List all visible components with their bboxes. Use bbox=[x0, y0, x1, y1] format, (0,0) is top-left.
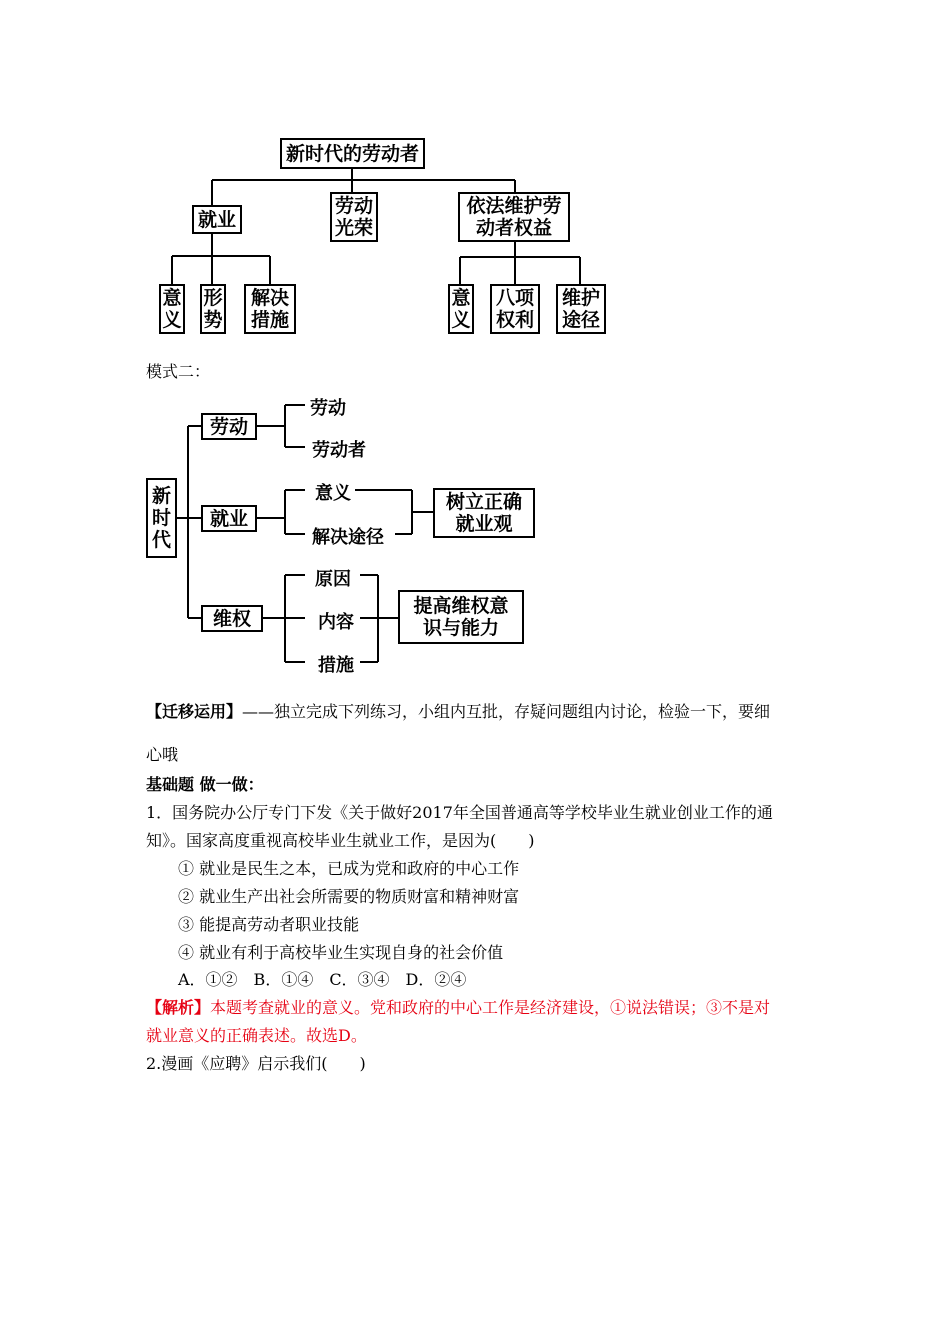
diagram1-employment: 就业 bbox=[192, 205, 242, 234]
diagram2-labor: 劳动 bbox=[201, 413, 257, 440]
q1-option-1: ① 就业是民生之本，已成为党和政府的中心工作 bbox=[178, 859, 520, 878]
diagram2-employment-result: 树立正确就业观 bbox=[433, 488, 535, 538]
diagram2-rights: 维权 bbox=[201, 605, 263, 632]
diagram2-employment-item-2: 解决途径 bbox=[312, 527, 384, 548]
q1-analysis-line-2: 就业意义的正确表述。故选D。 bbox=[146, 1026, 367, 1045]
diagram2-rights-result: 提高维权意识与能力 bbox=[398, 590, 524, 644]
q1-analysis-text-1: 本题考查就业的意义。党和政府的中心工作是经济建设，①说法错误；③不是对 bbox=[210, 998, 771, 1017]
transfer-line-1 bbox=[146, 702, 770, 722]
transfer-line-2: 心哦 bbox=[146, 745, 179, 764]
q1-option-4: ④ 就业有利于高校毕业生实现自身的社会价值 bbox=[178, 943, 504, 962]
diagram2-labor-item-1: 劳动 bbox=[310, 398, 346, 419]
diagram2-rights-item-3: 措施 bbox=[318, 655, 354, 676]
diagram1-rights-child-2: 八项权利 bbox=[490, 284, 540, 334]
diagram2-employment-item-1: 意义 bbox=[315, 483, 351, 504]
diagram1-rights: 依法维护劳动者权益 bbox=[458, 192, 570, 242]
diagram2-labor-item-2: 劳动者 bbox=[312, 440, 366, 461]
q1-analysis-line-1 bbox=[146, 998, 770, 1018]
diagram1-root: 新时代的劳动者 bbox=[280, 138, 425, 169]
diagram2-employment: 就业 bbox=[201, 505, 257, 532]
diagram1-emp-child-2: 形势 bbox=[200, 284, 226, 334]
diagram1-emp-child-1: 意义 bbox=[159, 284, 185, 334]
transfer-heading: 【迁移运用】 bbox=[146, 702, 243, 721]
diagram2-root: 新时代 bbox=[146, 478, 177, 558]
diagram1-rights-child-3: 维护途径 bbox=[556, 284, 606, 334]
transfer-text-1: ——独立完成下列练习，小组内互批，存疑问题组内讨论，检验一下，要细 bbox=[242, 702, 771, 721]
q1-analysis-label: 【解析】 bbox=[146, 998, 211, 1017]
mode2-label: 模式二： bbox=[146, 362, 211, 381]
q2-stem: 2.漫画《应聘》启示我们( ) bbox=[146, 1054, 366, 1073]
diagram2-rights-item-1: 原因 bbox=[315, 569, 351, 590]
diagram1-rights-child-1: 意义 bbox=[448, 284, 474, 334]
basic-title: 基础题 做一做： bbox=[146, 775, 264, 794]
diagram1-labor-glory: 劳动光荣 bbox=[330, 192, 378, 242]
diagram2-rights-item-2: 内容 bbox=[318, 612, 354, 633]
q1-option-3: ③ 能提高劳动者职业技能 bbox=[178, 915, 360, 934]
q1-choices: A．①② B．①④ C．③④ D．②④ bbox=[178, 970, 467, 989]
diagram1-emp-child-3: 解决措施 bbox=[244, 284, 296, 334]
q1-stem-2: 知》。国家高度重视高校毕业生就业工作，是因为( ) bbox=[146, 831, 535, 850]
q1-stem-1: 1．国务院办公厅专门下发《关于做好2017年全国普通高等学校毕业生就业创业工作的通 bbox=[146, 803, 773, 822]
q1-option-2: ② 就业生产出社会所需要的物质财富和精神财富 bbox=[178, 887, 520, 906]
